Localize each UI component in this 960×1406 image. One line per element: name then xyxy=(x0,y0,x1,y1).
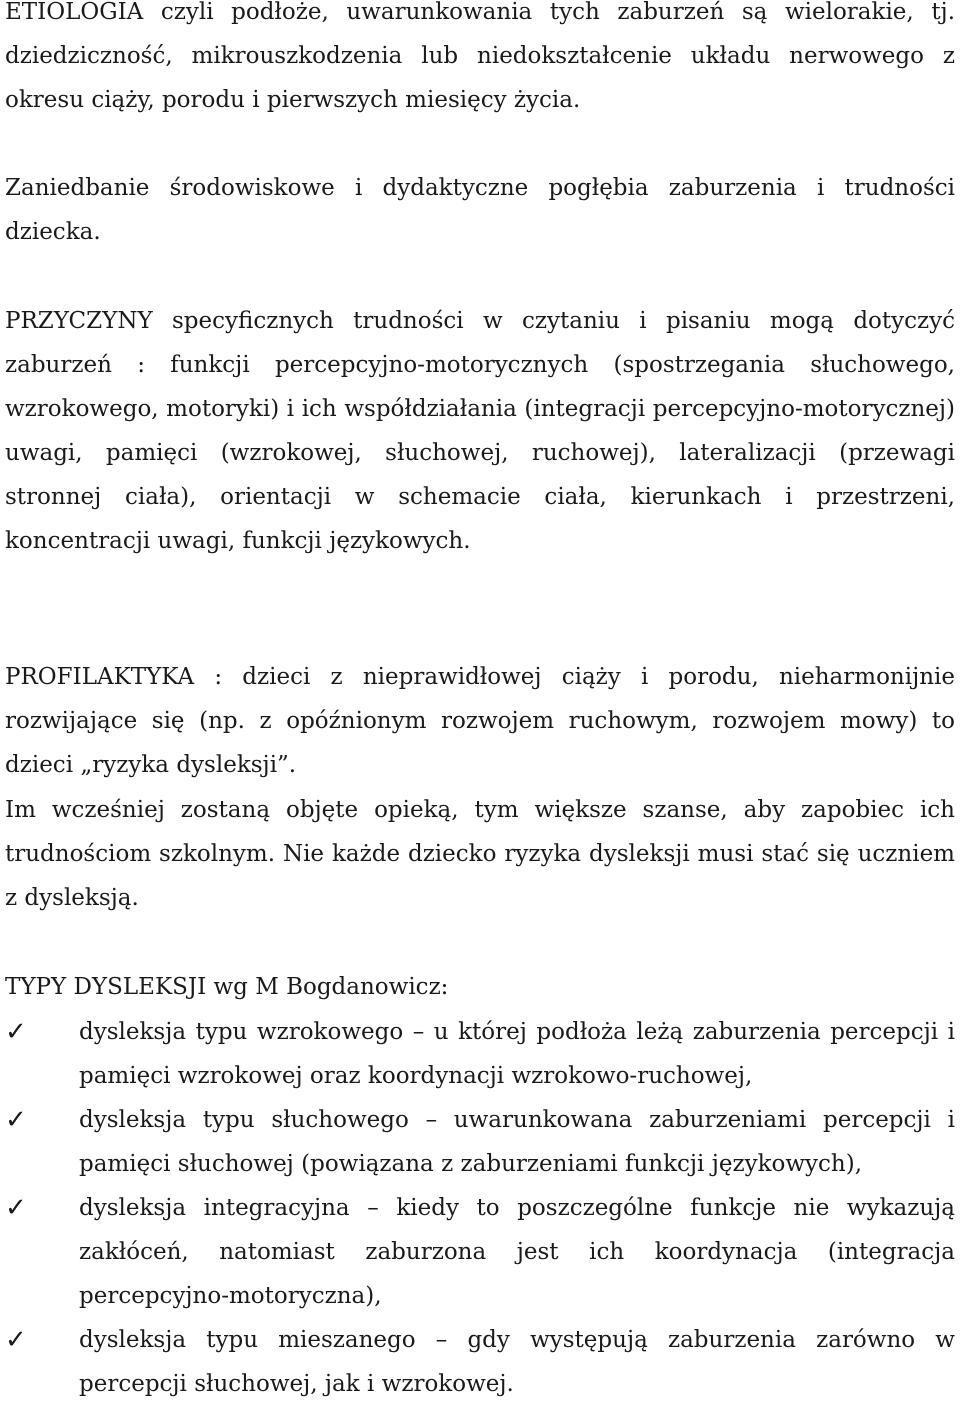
paragraph-zaniedbanie: Zaniedbanie środowiskowe i dydaktyczne pogłębia zaburzenia i trudności dziecka. xyxy=(5,175,955,245)
paragraph-przyczyny: PRZYCZYNY specyficznych trudności w czytaniu i pisaniu mogą dotyczyć zaburzeń : funkcji percepcyjno-motorycznych (spostrzegania słuchowego, wzrokowego, motoryki) i ich współdziałania (integracji percepcyjno-motorycznej) uwagi, pamięci (wzrokowej, słuchowej, ruchowej), lateralizacji (przewagi stronnej ciała), orientacji w schemacie ciała, kierunkach i przestrzeni, koncentracji uwagi, funkcji językowych. xyxy=(5,308,955,554)
list-item xyxy=(5,1010,955,1098)
check-mark-icon: ✓ xyxy=(5,1193,27,1223)
list-item xyxy=(5,1318,955,1406)
list-item-text: dysleksja typu wzrokowego – u której podłoża leżą zaburzenia percepcji i pamięci wzrokowej oraz koordynacji wzrokowo-ruchowej, xyxy=(79,1019,955,1089)
types-heading: TYPY DYSLEKSJI wg M Bogdanowicz: xyxy=(5,974,449,1000)
list-item-text: dysleksja integracyjna – kiedy to poszczególne funkcje nie wykazują zakłóceń, natomiast zaburzona jest ich koordynacja (integracja percepcyjno-motoryczna), xyxy=(79,1195,955,1309)
dyslexia-types-list xyxy=(5,1010,955,1406)
check-mark-icon: ✓ xyxy=(5,1105,27,1135)
list-item xyxy=(5,1186,955,1318)
check-mark-icon: ✓ xyxy=(5,1017,27,1047)
list-item-text: dysleksja typu słuchowego – uwarunkowana zaburzeniami percepcji i pamięci słuchowej (powiązana z zaburzeniami funkcji językowych), xyxy=(79,1107,955,1177)
list-item-text: dysleksja typu mieszanego – gdy występują zaburzenia zarówno w percepcji słuchowej, jak i wzrokowej. xyxy=(79,1327,955,1397)
paragraph-profilaktyka: PROFILAKTYKA : dzieci z nieprawidłowej ciąży i porodu, nieharmonijnie rozwijające się (np. z opóźnionym rozwojem ruchowym, rozwojem mowy) to dzieci „ryzyka dysleksji”. xyxy=(5,664,955,778)
paragraph-etiologia: ETIOLOGIA czyli podłoże, uwarunkowania tych zaburzeń są wielorakie, tj. dziedziczność, mikrouszkodzenia lub niedokształcenie układu nerwowego z okresu ciąży, porodu i pierwszych miesięcy życia. xyxy=(5,0,955,113)
paragraph-im-wczesniej: Im wcześniej zostaną objęte opieką, tym większe szanse, aby zapobiec ich trudnościom szkolnym. Nie każde dziecko ryzyka dysleksji musi stać się uczniem z dysleksją. xyxy=(5,797,955,911)
list-item xyxy=(5,1098,955,1186)
check-mark-icon: ✓ xyxy=(5,1325,27,1355)
